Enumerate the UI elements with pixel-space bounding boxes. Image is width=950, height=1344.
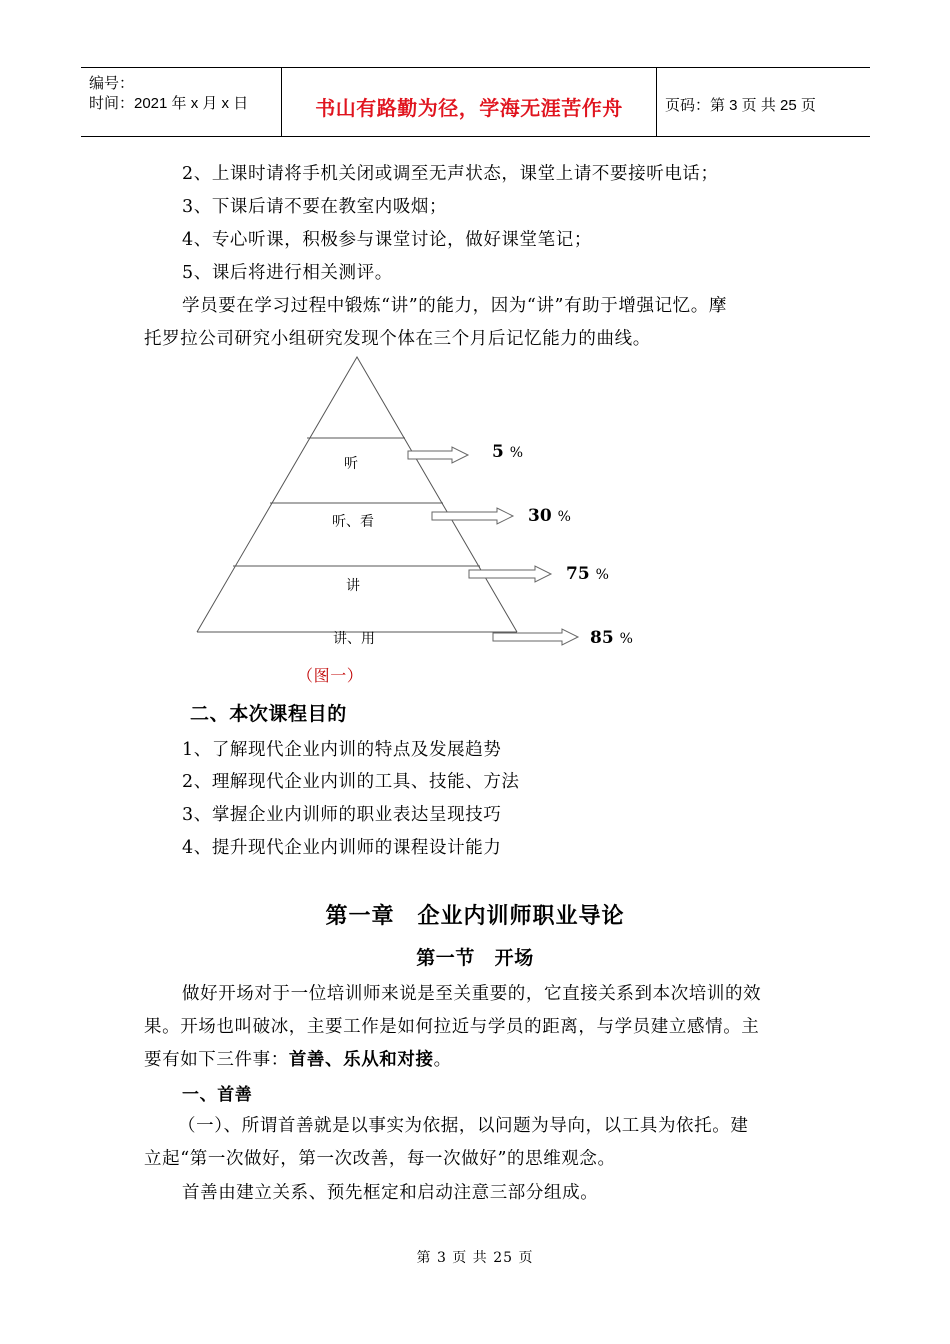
percent-label: 30 % (528, 506, 571, 526)
paragraph-line: 立起“第一次做好，第一次改善，每一次做好”的思维观念。 (144, 1149, 616, 1169)
paragraph-line: 首善由建立关系、预先框定和启动注意三部分组成。 (182, 1183, 599, 1203)
rule-item: 2、上课时请将手机关闭或调至无声状态，课堂上请不要接听电话； (182, 164, 719, 184)
motto: 书山有路勤为径，学海无涯苦作舟 (315, 96, 623, 120)
pyramid-level-label: 听、看 (332, 514, 374, 530)
arrow-icon (493, 629, 578, 645)
chapter-title: 第一章 企业内训师职业导论 (325, 904, 625, 929)
percent-label: 5 % (492, 442, 524, 462)
objective-item: 2、理解现代企业内训的工具、技能、方法 (182, 772, 520, 792)
objective-item: 4、提升现代企业内训师的课程设计能力 (182, 838, 502, 858)
subheading: 一、首善 (182, 1085, 253, 1105)
code-label: 编号： (89, 75, 135, 92)
emphasis-text: 首善、乐从和对接 (288, 1050, 434, 1070)
section-title: 第一节 开场 (416, 947, 534, 969)
page-footer: 第 3 页 共 25 页 (416, 1250, 534, 1266)
date-line: 时间：2021 年 x 月 x 日 (89, 95, 249, 112)
pyramid-level-label: 讲、用 (333, 631, 375, 647)
pyramid-level-label: 听 (344, 456, 358, 472)
section-heading: 二、本次课程目的 (190, 703, 347, 725)
intro-line: 学员要在学习过程中锻炼“讲”的能力，因为“讲”有助于增强记忆。摩 (182, 296, 727, 316)
arrow-icon (469, 566, 551, 582)
pyramid-level-label: 讲 (346, 578, 360, 594)
rule-item: 3、下课后请不要在教室内吸烟； (182, 197, 448, 217)
percent-label: 75 % (566, 564, 609, 584)
figure-caption: （图一） (297, 666, 364, 685)
rule-item: 5、课后将进行相关测评。 (182, 263, 393, 283)
objective-item: 1、了解现代企业内训的特点及发展趋势 (182, 740, 502, 760)
paragraph-line: （一）、所谓首善就是以事实为依据，以问题为导向，以工具为依托。建 (178, 1116, 749, 1136)
paragraph-line: 果。开场也叫破冰，主要工作是如何拉近与学员的距离，与学员建立感情。主 (144, 1017, 760, 1037)
rule-item: 4、专心听课，积极参与课堂讨论，做好课堂笔记； (182, 230, 592, 250)
page-info: 页码：第 3 页 共 25 页 (665, 97, 816, 114)
paragraph-line: 要有如下三件事：首善、乐从和对接。 (144, 1050, 452, 1070)
percent-label: 85 % (590, 628, 633, 648)
objective-item: 3、掌握企业内训师的职业表达呈现技巧 (182, 805, 502, 825)
intro-line: 托罗拉公司研究小组研究发现个体在三个月后记忆能力的曲线。 (144, 329, 651, 349)
arrow-icon (432, 508, 513, 524)
paragraph-line: 做好开场对于一位培训师来说是至关重要的，它直接关系到本次培训的效 (182, 984, 762, 1004)
